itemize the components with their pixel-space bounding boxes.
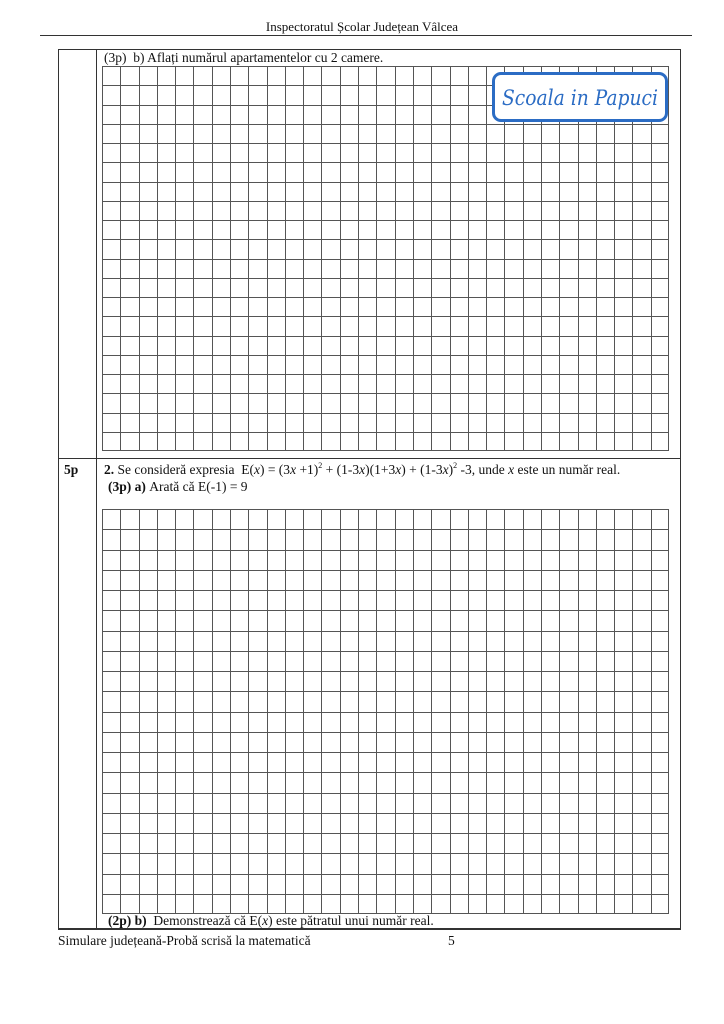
watermark-stamp bbox=[492, 72, 668, 122]
expr-part: -3, unde bbox=[457, 462, 505, 477]
subpart-label: b) bbox=[134, 913, 147, 928]
var-x: x bbox=[442, 462, 449, 477]
exponent: 2 bbox=[318, 460, 323, 470]
points-label: (3p) bbox=[104, 50, 127, 65]
score-column-divider bbox=[96, 49, 97, 929]
exponent: 2 bbox=[453, 460, 458, 470]
points-label: (2p) bbox=[108, 913, 132, 928]
var-x: x bbox=[395, 462, 402, 477]
expr-part: ) bbox=[448, 462, 454, 477]
stamp-logo bbox=[497, 77, 663, 117]
subpart-text-post: ) este pătratul unui număr real. bbox=[268, 913, 434, 928]
points-label: (3p) bbox=[108, 479, 132, 494]
subpart-text-pre: Demonstrează că E( bbox=[153, 913, 263, 928]
footer-title: Simulare județeană-Probă scrisă la matematică bbox=[58, 933, 311, 948]
subpart-label: b) bbox=[133, 50, 145, 65]
expression-e: E( bbox=[241, 462, 254, 477]
statement-tail: este un număr real. bbox=[517, 462, 621, 477]
var-x: x bbox=[262, 913, 269, 928]
subpart-text: Aflați numărul apartamentelor cu 2 camere. bbox=[147, 50, 384, 65]
answer-grid-1[interactable] bbox=[102, 66, 669, 451]
table-bottom-rule bbox=[58, 929, 681, 930]
expr-part: +1) bbox=[296, 462, 319, 477]
problem2-statement bbox=[104, 462, 620, 478]
problem-row-divider bbox=[58, 458, 681, 459]
problem1-subpart-b bbox=[104, 50, 383, 66]
subpart-text: Arată că E(-1) = 9 bbox=[149, 479, 248, 494]
expr-part: + (1-3 bbox=[322, 462, 360, 477]
problem-number: 2. bbox=[104, 462, 115, 477]
var-x: x bbox=[359, 462, 366, 477]
expr-part: ) + (1-3 bbox=[401, 462, 443, 477]
problem2-subpart-b bbox=[108, 913, 434, 929]
problem2-subpart-a bbox=[108, 479, 248, 495]
stamp-text: Scoala in Papuci bbox=[502, 86, 658, 110]
subpart-label: a) bbox=[134, 479, 146, 494]
page-header: Inspectoratul Școlar Județean Vâlcea bbox=[265, 19, 459, 34]
var-x: x bbox=[253, 462, 260, 477]
header-rule bbox=[40, 35, 692, 36]
expr-part: ) = (3 bbox=[259, 462, 291, 477]
var-x: x bbox=[508, 462, 515, 477]
answer-grid-2[interactable] bbox=[102, 509, 669, 914]
expr-part: )(1+3 bbox=[365, 462, 396, 477]
var-x: x bbox=[290, 462, 297, 477]
statement-lead: Se consideră expresia bbox=[117, 462, 235, 477]
score-cell: 5p bbox=[64, 462, 79, 477]
page-number: 5 bbox=[448, 933, 455, 948]
